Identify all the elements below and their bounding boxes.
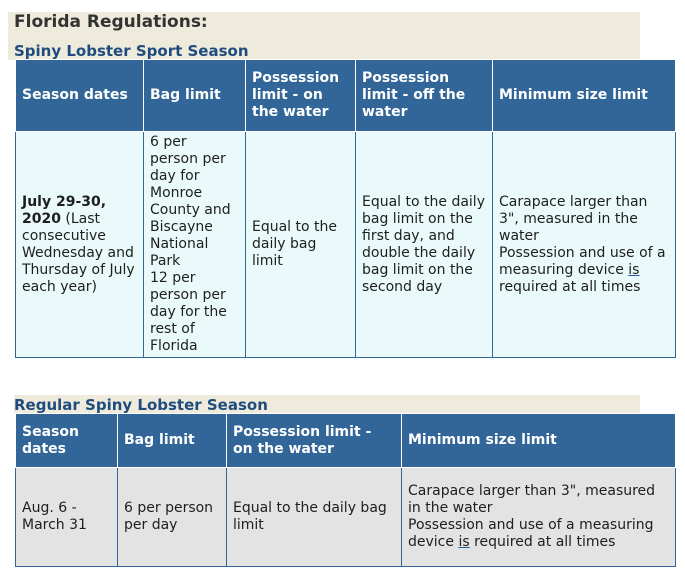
header-minimum-size: Minimum size limit — [402, 414, 676, 468]
size-device-post: required at all times — [469, 534, 616, 550]
cell-minimum-size — [493, 132, 676, 358]
cell-minimum-size — [402, 468, 676, 567]
size-device-link[interactable]: is — [458, 534, 470, 550]
header-possession-off-water: Possession limit - off the water — [356, 60, 493, 132]
size-device-link[interactable]: is — [628, 261, 640, 278]
table-row — [16, 468, 676, 567]
table-row — [16, 132, 676, 358]
sport-season-table — [15, 59, 676, 358]
header-minimum-size: Minimum size limit — [493, 60, 676, 132]
regular-season-title: Regular Spiny Lobster Season — [14, 396, 268, 414]
size-device-pre: Possession and use of a measuring device — [499, 244, 666, 278]
cell-on-water: Equal to the daily bag limit — [227, 468, 402, 567]
bag-limit-rest: 12 per person per day for the rest of Florida — [150, 270, 227, 354]
cell-bag-limit: 6 per person per day — [118, 468, 227, 567]
season-dates-bold: July 29-30, 2020 — [22, 193, 107, 227]
regular-season-table — [15, 413, 676, 567]
cell-season-dates — [16, 132, 144, 358]
size-carapace: Carapace larger than 3", measured in the water — [499, 193, 648, 244]
size-device — [408, 517, 669, 551]
page-title: Florida Regulations: — [14, 12, 208, 32]
cell-bag-limit — [144, 132, 246, 358]
header-possession-on-water: Possession limit - on the water — [246, 60, 356, 132]
cell-off-water: Equal to the daily bag limit on the first day, and double the daily bag limit on the second day — [356, 132, 493, 358]
size-carapace: Carapace larger than 3", measured in the water — [408, 483, 656, 516]
header-possession-on-water: Possession limit - on the water — [227, 414, 402, 468]
header-bag-limit: Bag limit — [118, 414, 227, 468]
header-season-dates: Season dates — [16, 414, 118, 468]
cell-on-water: Equal to the daily bag limit — [246, 132, 356, 358]
sport-season-title: Spiny Lobster Sport Season — [14, 42, 249, 60]
cell-season-dates: Aug. 6 - March 31 — [16, 468, 118, 567]
table-header-row — [16, 60, 676, 132]
header-bag-limit: Bag limit — [144, 60, 246, 132]
size-device-post: required at all times — [499, 278, 641, 295]
size-device-pre: Possession and use of a measuring device — [408, 517, 654, 550]
table-header-row — [16, 414, 676, 468]
season-dates-note: (Last consecutive Wednesday and Thursday of July each year) — [22, 210, 135, 295]
size-device — [499, 245, 669, 296]
bag-limit-monroe: 6 per person per day for Monroe County and Biscayne National Park — [150, 134, 231, 269]
header-season-dates: Season dates — [16, 60, 144, 132]
